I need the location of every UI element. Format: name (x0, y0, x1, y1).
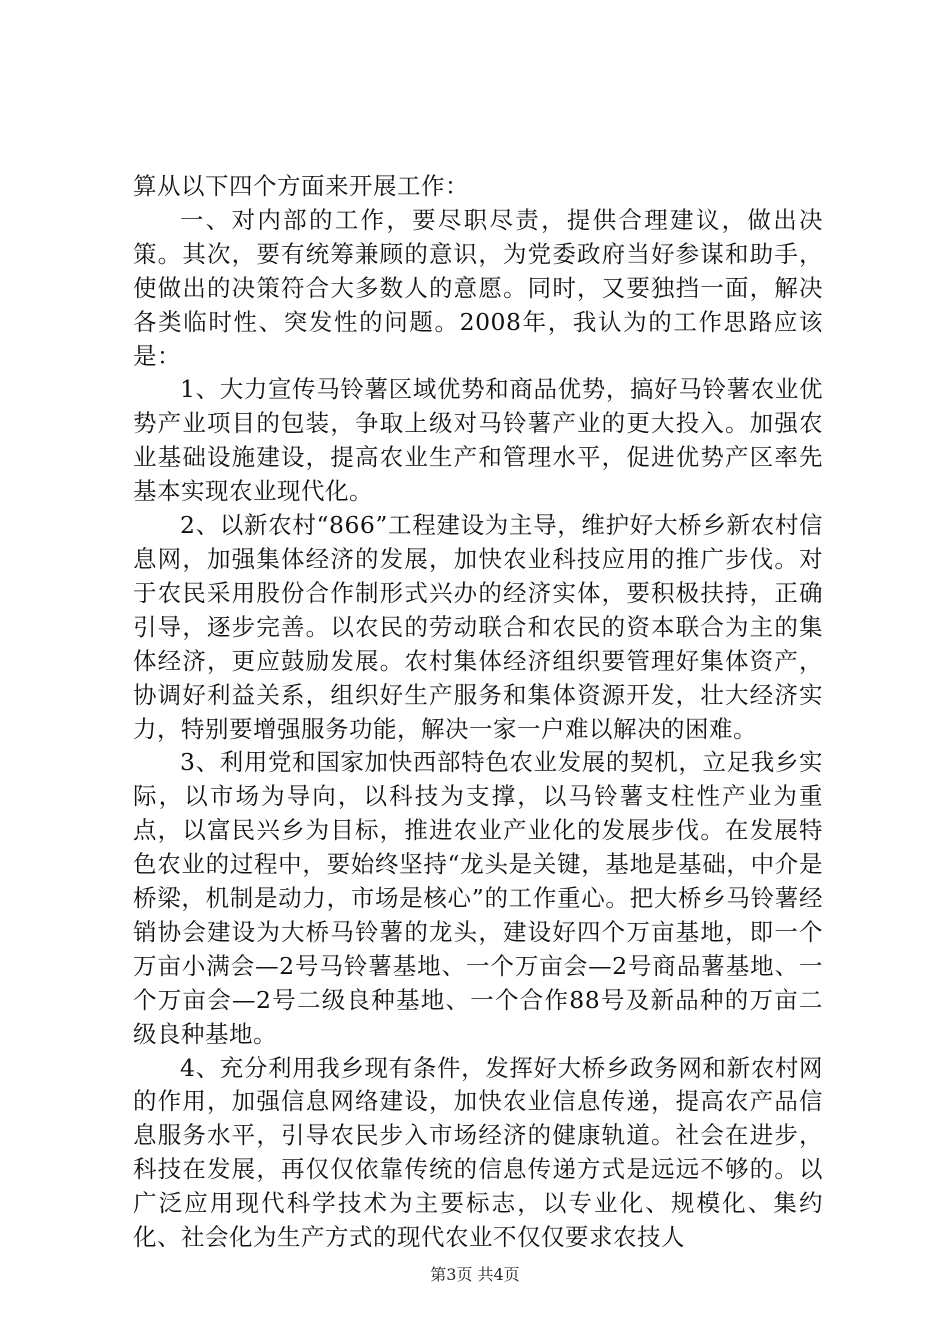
page-number-footer: 第3页 共4页 (430, 1265, 520, 1284)
document-body (133, 170, 823, 1255)
paragraph-item-3: 3、利用党和国家加快西部特色农业发展的契机，立足我乡实际，以市场为导向，以科技为支撑，以马铃薯支柱性产业为重点，以富民兴乡为目标，推进农业产业化的发展步伐。在发展特色农业的过程中，要始终坚持“龙头是关键，基地是基础，中介是桥梁，机制是动力，市场是核心”的工作重心。把大桥乡马铃薯经销协会建设为大桥马铃薯的龙头，建设好四个万亩基地，即一个万亩小满会—2号马铃薯基地、一个万亩会—2号商品薯基地、一个万亩会—2号二级良种基地、一个合作88号及新品种的万亩二级良种基地。 (133, 748, 823, 1048)
paragraph-item-1: 1、大力宣传马铃薯区域优势和商品优势，搞好马铃薯农业优势产业项目的包装，争取上级对马铃薯产业的更大投入。加强农业基础设施建设，提高农业生产和管理水平，促进优势产区率先基本实现农业现代化。 (133, 375, 823, 506)
paragraph-item-4: 4、充分利用我乡现有条件，发挥好大桥乡政务网和新农村网的作用，加强信息网络建设，加快农业信息传递，提高农产品信息服务水平，引导农民步入市场经济的健康轨道。社会在进步，科技在发展，再仅仅依靠传统的信息传递方式是远远不够的。以广泛应用现代科学技术为主要标志，以专业化、规模化、集约化、社会化为生产方式的现代农业不仅仅要求农技人 (133, 1053, 823, 1252)
paragraph-section-1: 一、对内部的工作，要尽职尽责，提供合理建议，做出决策。其次，要有统筹兼顾的意识，为党委政府当好参谋和助手，使做出的决策符合大多数人的意愿。同时，又要独挡一面，解决各类临时性、突发性的问题。2008年，我认为的工作思路应该是： (133, 205, 823, 370)
paragraph-intro: 算从以下四个方面来开展工作： (133, 172, 469, 200)
paragraph-item-2: 2、以新农村“866”工程建设为主导，维护好大桥乡新农村信息网，加强集体经济的发展，加快农业科技应用的推广步伐。对于农民采用股份合作制形式兴办的经济实体，要积极扶持，正确引导，逐步完善。以农民的劳动联合和农民的资本联合为主的集体经济，更应鼓励发展。农村集体经济组织要管理好集体资产，协调好利益关系，组织好生产服务和集体资源开发，壮大经济实力，特别要增强服务功能，解决一家一户难以解决的困难。 (133, 511, 823, 743)
